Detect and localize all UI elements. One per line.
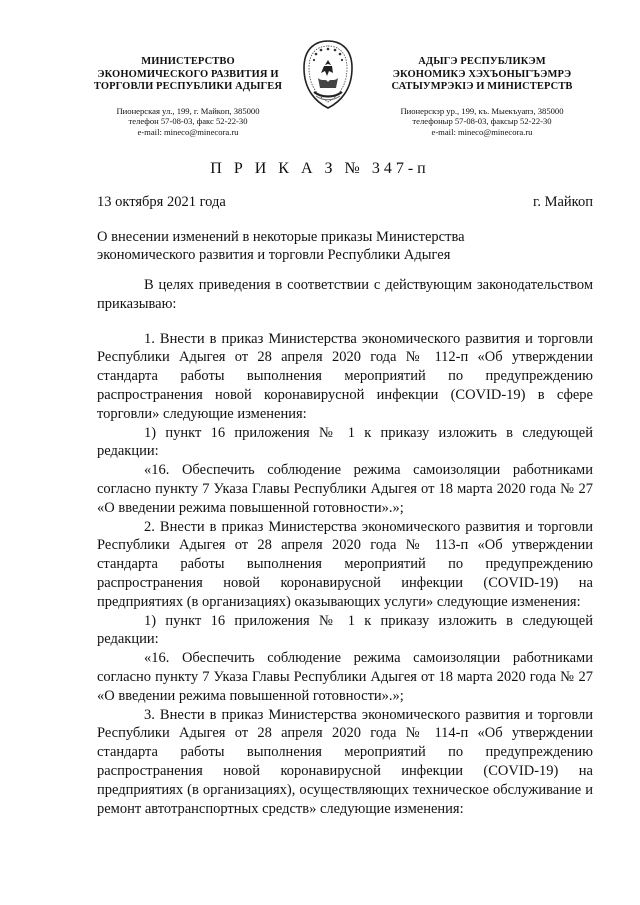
ministry-address-adyghe: Пионерскэр ур., 199, къ. Мыекъуапэ, 385000 телефоныр 57-08-03, факсыр 52-22-30 e-mail: mineco@minecora.ru	[400, 105, 564, 137]
paragraph-item-1: 1. Внести в приказ Министерства экономического развития и торговли Республики Адыгея от 28 апреля 2020 года № 112-п «Об утверждении стандарта работы выполнения мероприятий по предупреждению распространения новой коронавирусной инфекции (COVID-19) в сфере торговли» следующие изменения:	[97, 330, 593, 422]
ministry-name-russian: МИНИСТЕРСТВО ЭКОНОМИЧЕСКОГО РАЗВИТИЯ И ТОРГОВЛИ РЕСПУБЛИКИ АДЫГЕЯ	[93, 56, 283, 92]
paragraph-subitem: 1) пункт 16 приложения № 1 к приказу изложить в следующей редакции:	[97, 612, 593, 648]
order-subject: О внесении изменений в некоторые приказы Министерства экономического развития и торговли Республики Адыгея	[97, 229, 465, 263]
order-body	[97, 276, 593, 818]
paragraph-quote: «16. Обеспечить соблюдение режима самоизоляции работниками согласно пункту 7 Указа Главы Республики Адыгея от 18 марта 2020 года № 27 «О введении режима повышенной готовности».»;	[97, 650, 593, 704]
coat-of-arms-icon	[300, 38, 356, 112]
preamble-paragraph: В целях приведения в соответствии с действующим законодательством приказываю:	[97, 277, 593, 312]
ministry-address-russian: Пионерская ул., 199, г. Майкоп, 385000 телефон 57-08-03, факс 52-22-30 e-mail: mineco@minecora.ru	[116, 105, 260, 137]
paragraph-quote: «16. Обеспечить соблюдение режима самоизоляции работниками согласно пункту 7 Указа Главы Республики Адыгея от 18 марта 2020 года № 27 «О введении режима повышенной готовности».»;	[97, 462, 593, 516]
paragraph-subitem: 1) пункт 16 приложения № 1 к приказу изложить в следующей редакции:	[97, 424, 593, 460]
order-city: г. Майкоп	[533, 194, 593, 210]
order-title: П Р И К А З № 347-п	[210, 160, 430, 177]
paragraph-item-2: 2. Внести в приказ Министерства экономического развития и торговли Республики Адыгея от 28 апреля 2020 года № 113-п «Об утверждении стандарта работы выполнения мероприятий по предупреждению распространения новой коронавирусной инфекции (COVID-19) на предприятиях (в организациях) оказывающих услуги» следующие изменения:	[97, 518, 593, 610]
order-date: 13 октября 2021 года	[97, 194, 226, 210]
ministry-name-adyghe: АДЫГЭ РЕСПУБЛИКЭМ ЭКОНОМИКЭ ХЭХЪОНЫГЪЭМРЭ САТЫУМРЭКIЭ И МИНИСТЕРСТВ	[391, 56, 573, 92]
ministry-header-russian	[78, 56, 298, 137]
ministry-header-adyghe	[372, 56, 592, 137]
paragraph-item-3: 3. Внести в приказ Министерства экономического развития и торговли Республики Адыгея от 28 апреля 2020 года № 114-п «Об утверждении стандарта работы выполнения мероприятий по предупреждению распространения новой коронавирусной инфекции (COVID-19) на предприятиях (в организациях), осуществляющих техническое обслуживание и ремонт автотранспортных средств» следующие изменения:	[97, 706, 593, 817]
